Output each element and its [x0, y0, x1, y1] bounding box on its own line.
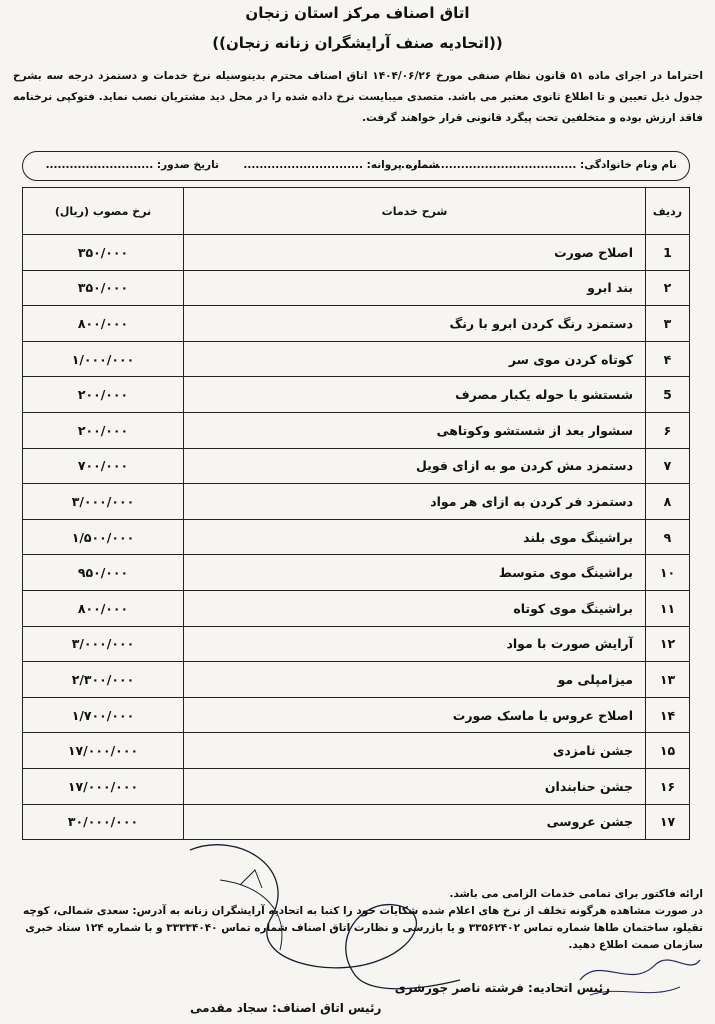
- row-number: ۱۱: [646, 590, 690, 626]
- table-row: [23, 341, 690, 377]
- service-description: کوتاه کردن موی سر: [184, 341, 646, 377]
- service-description: جشن عروسی: [184, 804, 646, 840]
- service-description: دستمزد مش کردن مو به ازای فویل: [184, 448, 646, 484]
- service-description: اصلاح صورت: [184, 235, 646, 271]
- row-number: ۲: [646, 270, 690, 306]
- service-rate: ۳/۰۰۰/۰۰۰: [23, 626, 184, 662]
- row-number: ۱۳: [646, 662, 690, 698]
- row-number: ۱۲: [646, 626, 690, 662]
- table-row: [23, 697, 690, 733]
- service-rate: ۹۵۰/۰۰۰: [23, 555, 184, 591]
- row-number: 1: [646, 235, 690, 271]
- service-rate: ۲۰۰/۰۰۰: [23, 412, 184, 448]
- row-number: ۴: [646, 341, 690, 377]
- service-rate: ۱/۷۰۰/۰۰۰: [23, 697, 184, 733]
- row-number: ۱۰: [646, 555, 690, 591]
- header-rate: نرخ مصوب (ریال): [23, 188, 184, 235]
- service-description: دستمزد رنگ کردن ابرو با رنگ: [184, 306, 646, 342]
- header-row-number: ردیف: [646, 188, 690, 235]
- row-number: ۹: [646, 519, 690, 555]
- table-header-row: [23, 188, 690, 235]
- row-number: ۷: [646, 448, 690, 484]
- service-description: جشن نامزدی: [184, 733, 646, 769]
- table-row: [23, 733, 690, 769]
- service-rate: ۸۰۰/۰۰۰: [23, 306, 184, 342]
- row-number: ۱۴: [646, 697, 690, 733]
- service-rate: ۳۵۰/۰۰۰: [23, 235, 184, 271]
- table-row: [23, 377, 690, 413]
- table-row: [23, 768, 690, 804]
- service-description: شستشو با حوله یکبار مصرف: [184, 377, 646, 413]
- table-row: [23, 662, 690, 698]
- service-description: براشینگ موی کوتاه: [184, 590, 646, 626]
- license-info-box: [22, 151, 690, 181]
- service-rate: ۲۰۰/۰۰۰: [23, 377, 184, 413]
- license-number-field: شماره پروانه: ..............................: [243, 159, 439, 171]
- table-row: [23, 270, 690, 306]
- row-number: ۶: [646, 412, 690, 448]
- service-description: میزامپلی مو: [184, 662, 646, 698]
- table-row: [23, 448, 690, 484]
- service-description: براشینگ موی بلند: [184, 519, 646, 555]
- service-rate: ۱/۵۰۰/۰۰۰: [23, 519, 184, 555]
- service-description: براشینگ موی متوسط: [184, 555, 646, 591]
- document-title: اتاق اصناف مرکز استان زنجان: [245, 4, 470, 22]
- complaint-notice: در صورت مشاهده هرگونه تخلف از نرخ های اعلام شده شکایات خود را کتبا به اتحادیه آرایشگران زنانه به آدرس: سعدی شمالی، کوچه تقیلو، ساختمان طاها شماره تماس ۳۳۵۶۲۴۰۲ و یا بازرسی و نظارت اتاق اصناف شماره تماس ۳۳۳۳۴۰۴۰ و با شماره ۱۲۴ ستاد خبری سازمان صمت اطلاع دهید.: [23, 905, 703, 951]
- service-rate: ۳۵۰/۰۰۰: [23, 270, 184, 306]
- service-rate: ۷۰۰/۰۰۰: [23, 448, 184, 484]
- chamber-head-signature: رئیس اتاق اصناف: سجاد مقدمی: [190, 1001, 382, 1015]
- service-rate: ۱۷/۰۰۰/۰۰۰: [23, 733, 184, 769]
- row-number: ۸: [646, 484, 690, 520]
- service-rate: ۳۰/۰۰۰/۰۰۰: [23, 804, 184, 840]
- service-description: اصلاح عروس با ماسک صورت: [184, 697, 646, 733]
- row-number: ۳: [646, 306, 690, 342]
- table-row: [23, 626, 690, 662]
- row-number: ۱۶: [646, 768, 690, 804]
- union-head-signature: رئیس اتحادیه: فرشته ناصر جورشری: [394, 981, 610, 995]
- service-rate: ۸۰۰/۰۰۰: [23, 590, 184, 626]
- service-rate: ۱/۰۰۰/۰۰۰: [23, 341, 184, 377]
- service-rate: ۳/۰۰۰/۰۰۰: [23, 484, 184, 520]
- header-description: شرح خدمات: [184, 188, 646, 235]
- row-number: 5: [646, 377, 690, 413]
- issue-date-field: تاریخ صدور: ...........................: [45, 159, 219, 171]
- service-description: بند ابرو: [184, 270, 646, 306]
- service-description: دستمزد فر کردن به ازای هر مواد: [184, 484, 646, 520]
- table-row: [23, 484, 690, 520]
- handwritten-signature: [180, 810, 470, 1010]
- table-row: [23, 412, 690, 448]
- table-row: [23, 235, 690, 271]
- table-row: [23, 519, 690, 555]
- row-number: ۱۷: [646, 804, 690, 840]
- intro-paragraph: احتراما در اجرای ماده ۵۱ قانون نظام صنفی مورخ ۱۴۰۴/۰۶/۲۶ اتاق اصناف محترم بدینوسیله نرخ خدمات و دستمزد درجه سه بشرح جدول ذیل تعیین و تا اطلاع ثانوی معتبر می باشد. متصدی میبایست نرخ داده شده را در محل دید مشتریان نصب نماید. فتوکپی نرخنامه فاقد ارزش بوده و متخلفین تحت پیگرد قانونی قرار خواهند گرفت.: [13, 70, 703, 124]
- service-rate: ۱۷/۰۰۰/۰۰۰: [23, 768, 184, 804]
- table-row: [23, 555, 690, 591]
- service-rate: ۲/۳۰۰/۰۰۰: [23, 662, 184, 698]
- service-description: جشن حنابندان: [184, 768, 646, 804]
- owner-name-field: نام ونام خانوادگی: ............................................: [400, 159, 677, 171]
- service-description: سشوار بعد از شستشو وکوتاهی: [184, 412, 646, 448]
- rates-table: [22, 187, 690, 840]
- invoice-notice: ارائه فاکتور برای تمامی خدمات الزامی می باشد.: [449, 888, 703, 900]
- table-row: [23, 590, 690, 626]
- document-subtitle: ((اتحادیه صنف آرایشگران زنانه زنجان)): [212, 34, 503, 52]
- row-number: ۱۵: [646, 733, 690, 769]
- table-row: [23, 306, 690, 342]
- service-description: آرایش صورت با مواد: [184, 626, 646, 662]
